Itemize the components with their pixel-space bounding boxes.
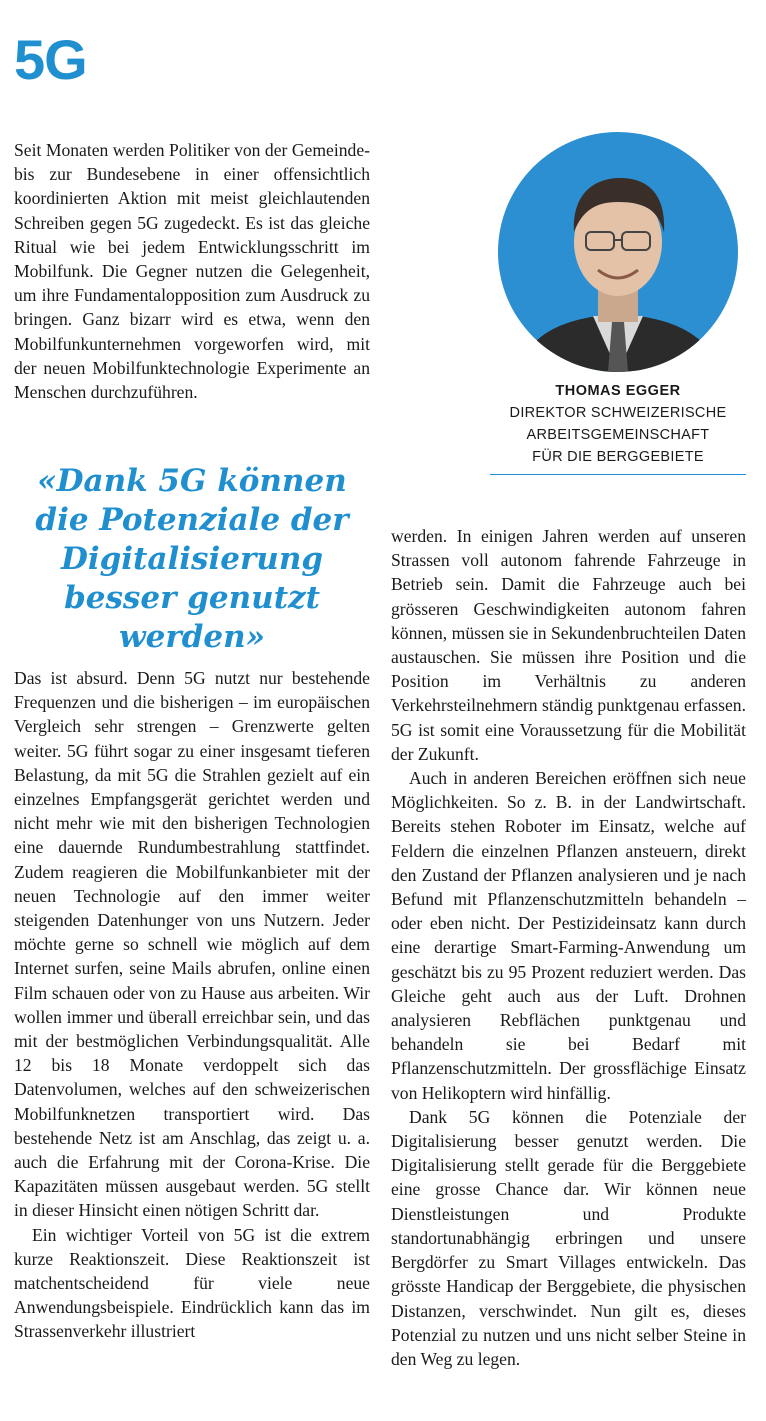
- author-portrait-icon: [498, 132, 738, 372]
- article-column-left: [14, 666, 370, 1344]
- caption-divider: [490, 474, 746, 475]
- pull-quote: «Dank 5G können die Potenziale der Digitalisierung besser genutzt werden»: [35, 463, 349, 655]
- article-column-right: [391, 524, 746, 1371]
- author-title-line: DIREKTOR SCHWEIZERISCHE: [509, 405, 727, 421]
- author-name: THOMAS EGGER: [555, 383, 681, 399]
- author-portrait: [498, 132, 738, 372]
- body-paragraph: werden. In einigen Jahren werden auf unseren Strassen voll autonom fahrende Fahrzeuge in Betrieb sein. Damit die Fahrzeuge auch bei grösseren Geschwindigkeiten autonom fahren können, müssen sie in Sekundenbruchteilen Daten austauschen. Sie müssen ihre Position und die Position im Verhältnis zu anderen Verkehrsteilnehmern ständig punktgenau erfassen. 5G ist somit eine Voraussetzung für die Mobilität der Zukunft.: [391, 526, 746, 764]
- author-title-line: FÜR DIE BERGGEBIETE: [532, 449, 704, 465]
- author-title-line: ARBEITSGEMEINSCHAFT: [526, 427, 710, 443]
- body-paragraph: Auch in anderen Bereichen eröffnen sich neue Möglichkeiten. So z. B. in der Landwirtschaft. Bereits stehen Roboter im Einsatz, welche auf Feldern die einzelnen Pflanzen ansteuern, direkt den Zustand der Pflanzen analysieren und je nach Befund mit Pflanzenschutzmitteln behandeln – oder eben nicht. Der Pestizideinsatz kann durch eine derartige Smart-Farming-Anwendung um geschätzt bis zu 95 Prozent reduziert werden. Das Gleiche geht auch aus der Luft. Drohnen analysieren Rebflächen punktgenau und behandeln sie bei Bedarf mit Pflanzenschutzmitteln. Der grossflächige Einsatz von Helikoptern wird hinfällig.: [391, 768, 746, 1103]
- intro-paragraph: [14, 138, 370, 404]
- body-paragraph: Dank 5G können die Potenziale der Digitalisierung besser genutzt werden. Die Digitalisierung stellt gerade für die Berggebiete eine grosse Chance dar. Wir können neue Dienstleistungen und Produkte standortunabhängig erbringen und unsere Bergdörfer zu Smart Villages entwickeln. Das grösste Handicap der Berggebiete, die physischen Distanzen, verschwindet. Nun gilt es, dieses Potenzial zu nutzen und uns nicht selber Steine in den Weg zu legen.: [391, 1106, 746, 1369]
- body-paragraph: Seit Monaten werden Politiker von der Gemeinde- bis zur Bundesebene in einer offensichtlich koordinierten Aktion mit meist gleichlautenden Schreiben gegen 5G zugedeckt. Es ist das gleiche Ritual wie bei jedem Entwicklungsschritt im Mobilfunk. Die Gegner nutzen die Gelegenheit, um ihre Fundamentalopposition zum Ausdruck zu bringen. Ganz bizarr wird es etwa, wenn den Mobilfunkunternehmen vorgeworfen wird, mit der neuen Mobilfunktechnologie Experimente an Menschen durchzuführen.: [14, 140, 370, 403]
- headline: 5G: [14, 28, 87, 91]
- body-paragraph: Das ist absurd. Denn 5G nutzt nur bestehende Frequenzen und die bisherigen – im europäischen Vergleich sehr strengen – Grenzwerte gelten weiter. 5G führt sogar zu einer insgesamt tieferen Belastung, da mit 5G die Strahlen gezielt auf ein einzelnes Empfangsgerät gerichtet werden und nicht mehr wie mit den bisherigen Technologien eine dauernde Rundumbestrahlung stattfindet. Zudem reagieren die Mobilfunkanbieter mit der neuen Technologie auf den immer weiter steigenden Datenhunger von uns Nutzern. Jeder möchte gerne so schnell wie möglich auf dem Internet surfen, seine Mails abrufen, online einen Film schauen oder von zu Hause aus arbeiten. Wir wollen immer und überall erreichbar sein, und das mit der bestmöglichen Verbindungsqualität. Alle 12 bis 18 Monate verdoppelt sich das Datenvolumen, welches auf den schweizerischen Mobilfunknetzen transportiert wird. Das bestehende Netz ist am Anschlag, das zeigt u. a. auch die Erfahrung mit der Corona-Krise. Die Kapazitäten müssen ausgebaut werden. 5G stellt in dieser Hinsicht einen nötigen Schritt dar.: [14, 668, 370, 1221]
- body-paragraph: Ein wichtiger Vorteil von 5G ist die extrem kurze Reaktionszeit. Diese Reaktionszeit ist matchentscheidend für viele neue Anwendungsbeispiele. Eindrücklich kann das im Strassenverkehr illustriert: [14, 1224, 370, 1342]
- author-caption: [490, 380, 746, 475]
